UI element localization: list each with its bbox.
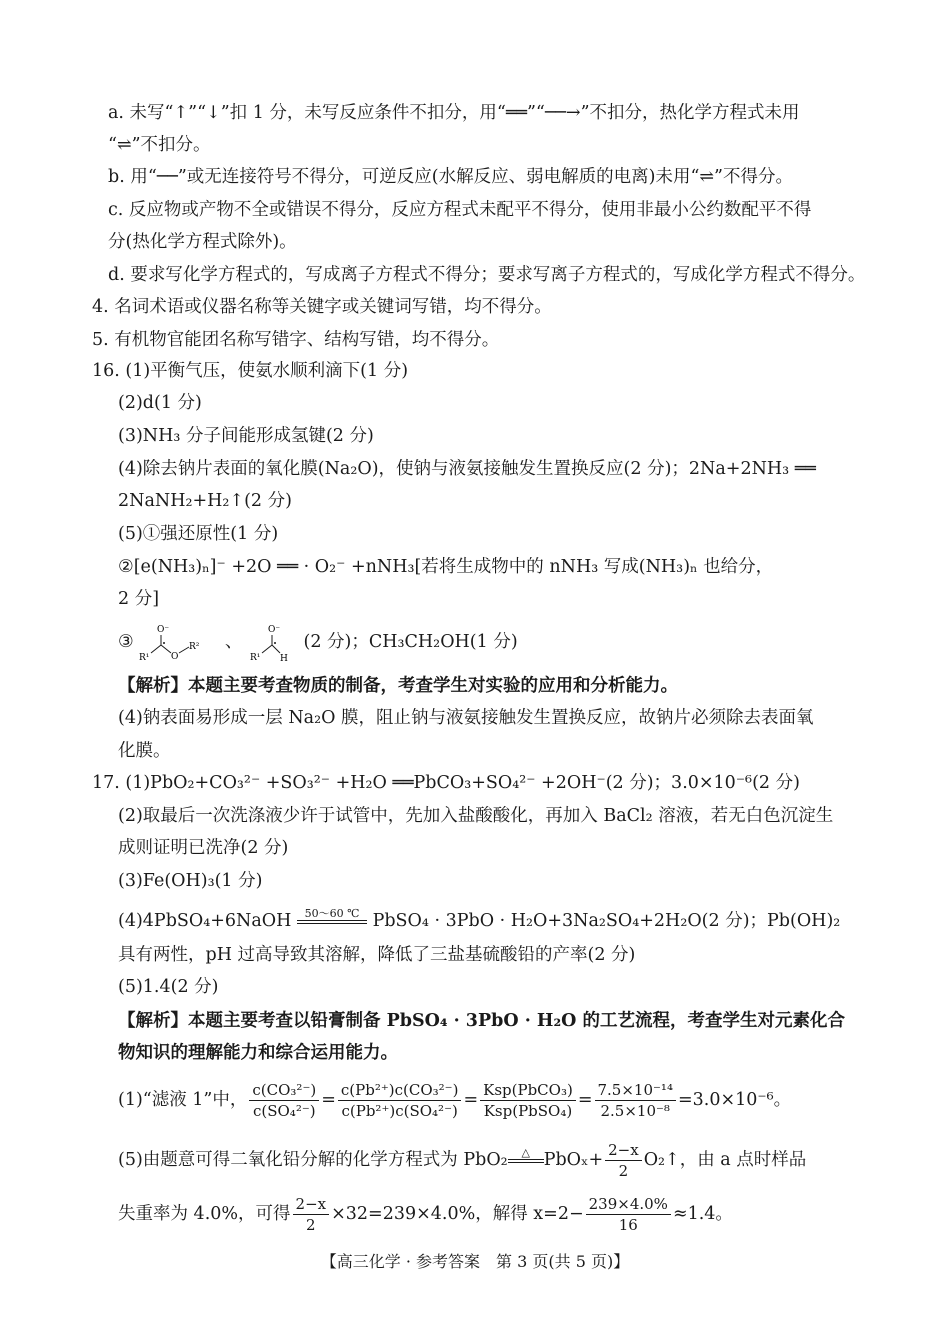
fraction-5 <box>605 1140 642 1181</box>
q17-part1: 17. (1)PbO₂+CO₃²⁻ +SO₃²⁻ +H₂O ══PbCO₃+SO₄²⁻ +2OH⁻(2 分)；3.0×10⁻⁶(2 分) <box>92 773 800 793</box>
q16-analysis-4-line1: (4)钠表面易形成一层 Na₂O 膜，阻止钠与液氨接触发生置换反应，故钠片必须除去表面氧 <box>118 708 814 728</box>
ester-r1: R¹ <box>139 652 150 663</box>
fraction-5-num: 2−x <box>605 1140 642 1161</box>
fraction-5-den: 2 <box>618 1162 629 1180</box>
ester-r2: R² <box>189 641 200 652</box>
fraction-4-num: 7.5×10⁻¹⁴ <box>595 1080 676 1101</box>
fraction-6 <box>293 1194 330 1235</box>
q17-part3: (3)Fe(OH)₃(1 分) <box>118 871 263 891</box>
q16-part5-line1: (5)①强还原性(1 分) <box>118 524 279 544</box>
q16-part5-line3: 2 分] <box>118 589 160 609</box>
q17-part4-left: (4)4PbSO₄+6NaOH <box>118 911 292 931</box>
q16-part5-prefix: ③ <box>118 632 134 652</box>
q16-part5-line2: ②[e(NH₃)ₙ]⁻ +2O ══ · O₂⁻ +nNH₃[若将生成物中的 nNH₃ 写成(NH₃)ₙ 也给分， <box>118 557 774 577</box>
q17-analysis-text: 本题主要考查以铅膏制备 PbSO₄ · 3PbO · H₂O 的工艺流程，考查学生对元素化合 <box>188 1011 845 1031</box>
q17-explain-5-line2 <box>118 1192 733 1236</box>
rule-d: d. 要求写化学方程式的，写成离子方程式不得分；要求写离子方程式的，写成化学方程式不得分。 <box>108 265 866 285</box>
heat-symbol: △ <box>521 1145 530 1159</box>
ester-structure <box>139 623 219 663</box>
q16-part4-line1: (4)除去钠片表面的氧化膜(Na₂O)，使钠与液氨接触发生置换反应(2 分)；2Na+2NH₃ ══ <box>118 459 816 479</box>
rule-a-line2: “⇌”不扣分。 <box>108 135 211 155</box>
q16-part3: (3)NH₃ 分子间能形成氢键(2 分) <box>118 426 374 446</box>
fraction-3 <box>480 1080 576 1121</box>
rule-4: 4. 名词术语或仪器名称等关键字或关键词写错，均不得分。 <box>92 297 552 317</box>
fraction-2 <box>338 1080 462 1121</box>
explain-5-prefix: (5)由题意可得二氧化铅分解的化学方程式为 PbO₂ <box>118 1150 508 1170</box>
rule-c-line2: 分(热化学方程式除外)。 <box>108 232 297 252</box>
fraction-4-den: 2.5×10⁻⁸ <box>600 1102 670 1120</box>
q17-part4-line2: 具有两性，pH 过高导致其溶解，降低了三盐基硫酸铅的产率(2 分) <box>118 945 636 965</box>
fraction-1-den: c(SO₄²⁻) <box>252 1102 316 1120</box>
q16-part1: 16. (1)平衡气压，使氨水顺利滴下(1 分) <box>92 361 409 381</box>
q17-analysis-line1 <box>118 1008 845 1034</box>
fraction-3-num: Ksp(PbCO₃) <box>480 1080 576 1101</box>
aldehyde-r1: R¹ <box>249 652 261 663</box>
rule-5: 5. 有机物官能团名称写错字、结构写错，均不得分。 <box>92 330 500 350</box>
q17-explain-1: (1)“滤液 1”中， $\frac{\text{c(CO₃²⁻)}}{\text{c(SO₄²⁻)}}$ = $\frac{\text{c(Pb²⁺)c(CO₃²⁻)}}{\text{c(Pb²⁺)c(SO₄²⁻)}}$ = $\frac{\text{Ksp(PbCO₃)}}{\text{Ksp(PbSO₄)}}$ = $\frac{\text{7.5×10⁻¹⁴}}{\text{2.5×10⁻⁸}}$ =3.0×10⁻⁶。 <box>118 1081 792 1120</box>
q17-part2-line1: (2)取最后一次洗涤液少许于试管中，先加入盐酸酸化，再加入 BaCl₂ 溶液，若无白色沉淀生 <box>118 806 834 826</box>
q16-part4-line2: 2NaNH₂+H₂↑(2 分) <box>118 491 292 511</box>
aldehyde-o-minus: O⁻ <box>267 624 281 635</box>
fraction-4 <box>595 1080 676 1121</box>
rule-a-line1: a. 未写“↑”“↓”扣 1 分，未写反应条件不扣分，用“══”“──→”不扣分，热化学方程式未用 <box>108 103 800 123</box>
explain-6-mid: ×32=239×4.0%，解得 x=2− <box>331 1204 584 1224</box>
fraction-1 <box>249 1080 319 1121</box>
rule-c-line1: c. 反应物或产物不全或错误不得分，反应方程式未配平不得分，使用非最小公约数配平不得 <box>108 200 812 220</box>
aldehyde-h: H <box>279 653 288 663</box>
page-footer: 【高三化学 · 参考答案 第 3 页(共 5 页)】 <box>320 1252 630 1271</box>
q17-part4-line1 <box>118 908 840 934</box>
q16-analysis <box>118 673 678 699</box>
explain-5-mid: PbOₓ+ <box>543 1150 604 1170</box>
q17-part2-line2: 成则证明已洗净(2 分) <box>118 838 289 858</box>
q16-part5-separator: 、 <box>224 632 243 652</box>
q17-part4-right: PbSO₄ · 3PbO · H₂O+3Na₂SO₄+2H₂O(2 分)；Pb(OH)₂ <box>372 911 841 931</box>
fraction-1-num: c(CO₃²⁻) <box>249 1080 319 1101</box>
explain-1-prefix: (1)“滤液 1”中， <box>118 1090 248 1110</box>
q16-part5-structures <box>118 622 518 663</box>
q16-part2: (2)d(1 分) <box>118 393 202 413</box>
analysis-label: 【解析】 <box>118 1011 188 1031</box>
q17-part5: (5)1.4(2 分) <box>118 977 219 997</box>
q16-analysis-text: 本题主要考查物质的制备，考查学生对实验的应用和分析能力。 <box>188 676 678 696</box>
reaction-condition-arrow <box>297 908 367 924</box>
reaction-condition: 50～60 ℃ <box>304 906 360 920</box>
aldehyde-structure <box>248 623 298 663</box>
fraction-7-num: 239×4.0% <box>586 1194 671 1215</box>
explain-1-result: =3.0×10⁻⁶。 <box>677 1090 792 1110</box>
q17-explain-5-line1 <box>118 1138 806 1182</box>
ester-o-minus: O⁻ <box>157 624 170 635</box>
q17-analysis-line2: 物知识的理解能力和综合运用能力。 <box>118 1043 398 1063</box>
analysis-label: 【解析】 <box>118 676 188 696</box>
explain-5-suffix: O₂↑，由 a 点时样品 <box>643 1150 807 1170</box>
rule-b: b. 用“──”或无连接符号不得分，可逆反应(水解反应、弱电解质的电离)未用“⇌”不得分。 <box>108 167 794 187</box>
q16-part5-suffix: (2 分)；CH₃CH₂OH(1 分) <box>303 632 518 652</box>
explain-6-prefix: 失重率为 4.0%，可得 <box>118 1204 291 1224</box>
heat-arrow <box>508 1147 544 1163</box>
fraction-2-den: c(Pb²⁺)c(SO₄²⁻) <box>341 1102 458 1120</box>
explain-6-suffix: ≈1.4。 <box>672 1204 733 1224</box>
q16-analysis-4-line2: 化膜。 <box>118 741 171 761</box>
fraction-2-num: c(Pb²⁺)c(CO₃²⁻) <box>338 1080 462 1101</box>
ester-o: O <box>171 651 179 662</box>
fraction-3-den: Ksp(PbSO₄) <box>483 1102 573 1120</box>
fraction-7 <box>586 1194 671 1235</box>
fraction-6-num: 2−x <box>293 1194 330 1215</box>
fraction-6-den: 2 <box>306 1216 316 1234</box>
fraction-7-den: 16 <box>618 1216 638 1234</box>
